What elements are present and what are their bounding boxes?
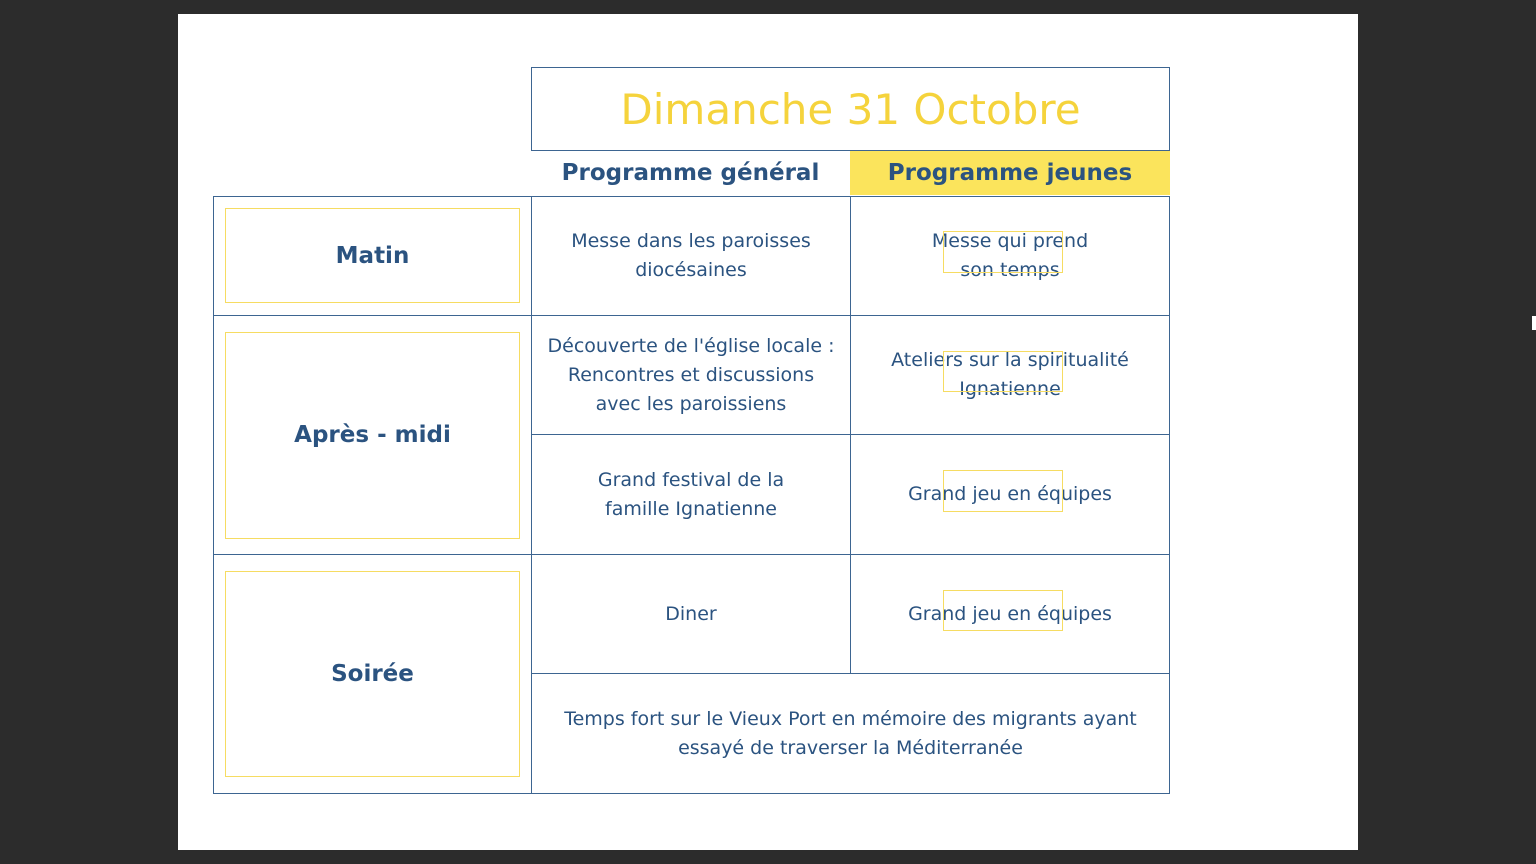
period-afternoon: [213, 315, 532, 555]
cell-line: son temps: [960, 259, 1060, 281]
cell-line: Messe dans les paroisses: [571, 230, 811, 252]
cell-line: Grand jeu en équipes: [908, 483, 1112, 505]
general-evening-cell: [531, 554, 851, 674]
cell-line: avec les paroissiens: [595, 392, 787, 415]
period-evening: [213, 554, 532, 794]
column-header-youth: Programme jeunes: [850, 151, 1170, 195]
cell-line: Diner: [665, 602, 717, 625]
period-morning: [213, 196, 532, 316]
cell-line: essayé de traverser la Méditerranée: [678, 736, 1023, 759]
evening-shared-cell: [531, 673, 1170, 794]
page-title: Dimanche 31 Octobre: [531, 67, 1170, 151]
cell-line: Ateliers sur la spiritualité: [891, 349, 1129, 371]
general-afternoon-2-cell: [531, 434, 851, 555]
cell-line: Découverte de l'église locale :: [547, 334, 835, 357]
cell-line: Temps fort sur le Vieux Port en mémoire des migrants ayant: [564, 707, 1137, 730]
cell-line: Rencontres et discussions: [567, 363, 815, 386]
column-header-general: Programme général: [561, 160, 820, 186]
cell-line: Grand festival de la: [597, 468, 785, 491]
general-afternoon-1-cell: [531, 315, 851, 435]
cell-line: Ignatienne: [959, 378, 1061, 400]
cell-line: diocésaines: [635, 259, 747, 281]
period-label: Après - midi: [294, 422, 451, 448]
cell-line: Messe qui prend: [931, 230, 1089, 252]
cell-line: famille Ignatienne: [605, 497, 777, 520]
cell-line: Grand jeu en équipes: [908, 602, 1112, 625]
edge-mark: [1532, 316, 1536, 330]
youth-morning-cell: [850, 196, 1170, 316]
general-morning-cell: [531, 196, 851, 316]
youth-afternoon-2-cell: [850, 434, 1170, 555]
period-label: Matin: [335, 243, 410, 269]
youth-evening-cell: [850, 554, 1170, 674]
period-label: Soirée: [331, 661, 414, 687]
youth-afternoon-1-cell: [850, 315, 1170, 435]
